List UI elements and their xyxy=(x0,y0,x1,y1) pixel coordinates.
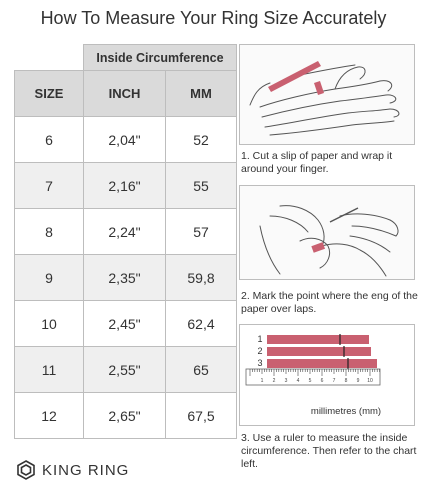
strip-number: 3 xyxy=(257,358,263,368)
inch-cell: 2,04" xyxy=(84,117,166,163)
inch-cell: 2,16" xyxy=(84,163,166,209)
size-cell: 11 xyxy=(15,347,84,393)
mm-cell: 62,4 xyxy=(166,301,237,347)
table-row xyxy=(15,393,237,439)
step-2-caption: 2. Mark the point where the eng of the paper over laps. xyxy=(241,290,418,315)
ruler-measure-icon xyxy=(239,324,415,426)
size-cell: 12 xyxy=(15,393,84,439)
strip-number: 1 xyxy=(257,334,263,344)
ruler-number: 2 xyxy=(272,378,276,384)
step-3-caption: 3. Use a ruler to measure the inside circumference. Then refer to the chart left. xyxy=(241,432,417,470)
ruler-number: 3 xyxy=(284,378,288,384)
inside-circumference-header: Inside Circumference xyxy=(84,45,237,71)
hand-with-paper-strip-icon xyxy=(239,44,415,145)
table-row xyxy=(15,301,237,347)
table-row xyxy=(15,163,237,209)
mm-cell: 52 xyxy=(166,117,237,163)
brand-logo xyxy=(16,459,129,481)
size-cell: 9 xyxy=(15,255,84,301)
table-row xyxy=(15,255,237,301)
size-column-header: SIZE xyxy=(15,71,84,117)
mm-cell: 65 xyxy=(166,347,237,393)
step-1-caption: 1. Cut a slip of paper and wrap it around your finger. xyxy=(241,150,393,175)
ruler-number: 4 xyxy=(296,378,300,384)
size-cell: 7 xyxy=(15,163,84,209)
size-cell: 10 xyxy=(15,301,84,347)
size-cell: 8 xyxy=(15,209,84,255)
ruler-label: millimetres (mm) xyxy=(310,406,382,417)
ruler-number: 6 xyxy=(320,378,324,384)
mm-cell: 57 xyxy=(166,209,237,255)
inch-cell: 2,45" xyxy=(84,301,166,347)
mm-cell: 59,8 xyxy=(166,255,237,301)
strip-number: 2 xyxy=(257,346,263,356)
mm-column-header: MM xyxy=(166,71,237,117)
ruler-number: 5 xyxy=(308,378,312,384)
ring-size-table xyxy=(14,44,237,439)
size-cell: 6 xyxy=(15,117,84,163)
inch-cell: 2,55" xyxy=(84,347,166,393)
fingers-marking-paper-icon xyxy=(239,185,415,280)
ruler-number: 10 xyxy=(367,378,373,384)
inch-cell: 2,35" xyxy=(84,255,166,301)
mm-cell: 55 xyxy=(166,163,237,209)
inch-column-header: INCH xyxy=(84,71,166,117)
table-row xyxy=(15,209,237,255)
table-row xyxy=(15,117,237,163)
king-ring-logo-icon xyxy=(16,460,36,480)
mm-cell: 67,5 xyxy=(166,393,237,439)
ruler-number: 7 xyxy=(332,378,336,384)
inch-cell: 2,24" xyxy=(84,209,166,255)
brand-name: KING RING xyxy=(42,461,130,479)
table-corner xyxy=(15,45,84,71)
table-row xyxy=(15,347,237,393)
ruler-number: 1 xyxy=(260,378,264,384)
ruler-number: 9 xyxy=(356,378,360,384)
ruler-number: 8 xyxy=(344,378,348,384)
inch-cell: 2,65" xyxy=(84,393,166,439)
page-title: How To Measure Your Ring Size Accurately xyxy=(40,8,387,28)
